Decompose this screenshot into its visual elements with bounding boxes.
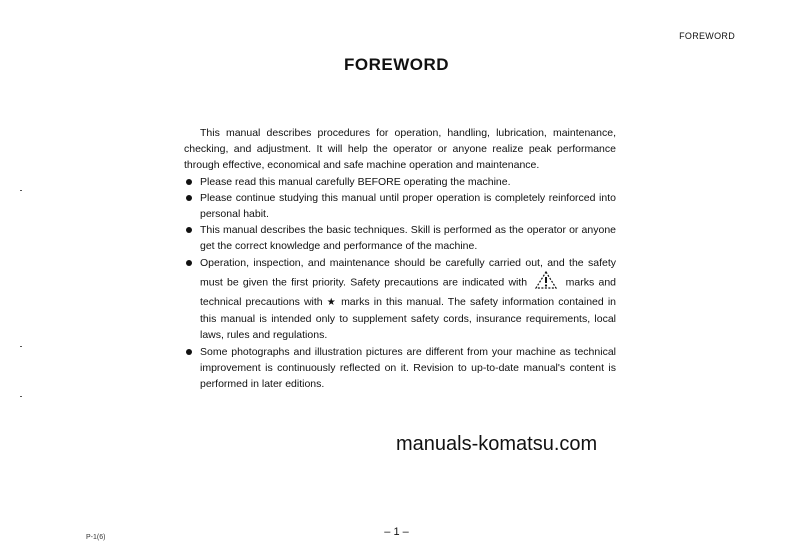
watermark: manuals-komatsu.com [396,433,598,455]
star-icon: ★ [326,297,337,309]
list-item [184,222,616,254]
bullet-icon [186,349,192,355]
document-code: P-1(6) [86,534,106,541]
bullet-icon [186,260,192,266]
bullet-text: Some photographs and illustration pictures are different from your machine as technical improvement is continuously reflected on it. Revision to up-to-date manual's content is performed in later editions. [200,345,616,391]
page-number: – 1 – [384,526,409,538]
bullet-text: This manual describes the basic techniques. Skill is performed as the operator or anyone get the correct knowledge and performance of the machine. [200,224,616,253]
list-item [184,190,616,222]
bullet-icon [186,227,192,233]
bullet-list [184,174,616,393]
intro-paragraph: This manual describes procedures for operation, handling, lubrication, maintenance, checking, and adjustment. It will help the operator or anyone realize peak performance through effective, economical and safe machine operation and maintenance. [184,127,616,172]
bullet-text: Please continue studying this manual until proper operation is completely reinforced into personal habit. [200,191,616,221]
page-title: FOREWORD [343,55,450,74]
bullet-icon [186,179,192,185]
running-head: FOREWORD [679,31,735,41]
bullet-text: marks and technical precautions with [200,276,617,309]
warning-triangle-icon [535,271,557,294]
bullet-text: Operation, inspection, and maintenance should be carefully carried out, and the safety must be given the first priority. Safety precautions are indicated with [200,256,616,289]
scan-speck [20,396,22,397]
scan-speck [20,346,22,347]
list-item [184,344,616,393]
foreword-body [184,125,616,392]
bullet-text: Please read this manual carefully BEFORE operating the machine. [200,175,511,188]
bullet-text: marks in this manual. The safety information contained in this manual is intended only to supplement safety cords, insurance requirements, local laws, rules and regulations. [200,296,617,342]
scan-speck [20,190,22,191]
bullet-icon [186,195,192,201]
list-item [184,255,616,344]
list-item [184,174,616,190]
